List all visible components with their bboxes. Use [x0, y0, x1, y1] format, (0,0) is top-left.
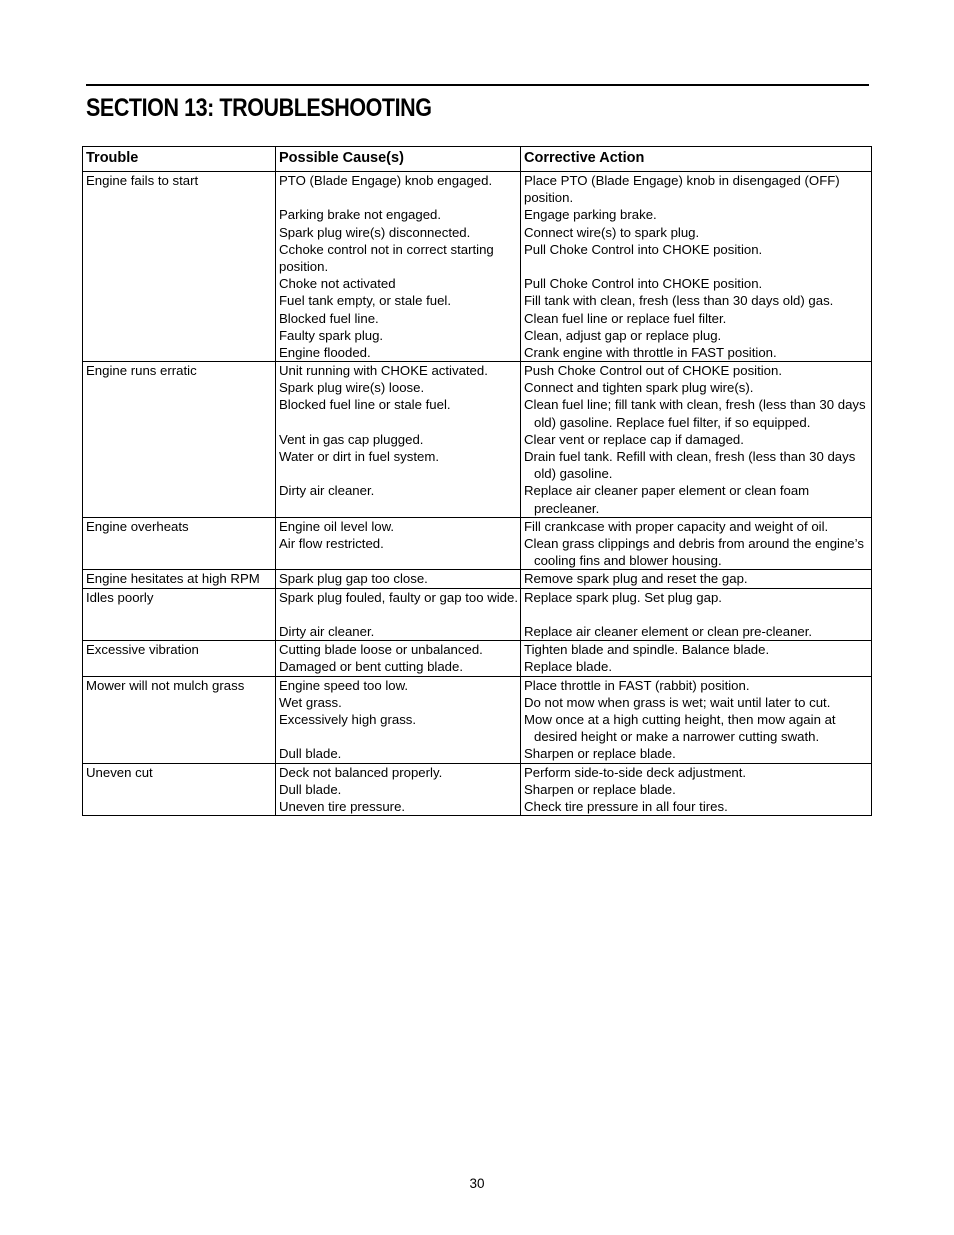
action-item: Place throttle in FAST (rabbit) position.	[524, 677, 750, 693]
cause-cell	[276, 172, 521, 362]
cause-item: Dull blade.	[279, 781, 342, 797]
cause-item: Cutting blade loose or unbalanced.	[279, 642, 483, 658]
table-row	[83, 676, 872, 763]
action-cell	[521, 517, 872, 570]
action-item: Pull Choke Control into CHOKE position.	[524, 276, 763, 292]
table-row	[83, 588, 872, 641]
header-corrective-action: Corrective Action	[521, 147, 872, 172]
cause-item: Air flow restricted.	[279, 536, 384, 552]
trouble-text: Engine overheats	[86, 518, 189, 534]
cause-item: PTO (Blade Engage) knob engaged.	[279, 173, 493, 188]
cause-item: Engine flooded.	[279, 344, 371, 360]
trouble-text: Excessive vibration	[86, 642, 199, 658]
cause-cell	[276, 763, 521, 816]
action-item: Remove spark plug and reset the gap.	[524, 571, 748, 587]
cause-item: Blocked fuel line or stale fuel.	[279, 397, 451, 413]
table-row	[83, 362, 872, 518]
cause-item: Fuel tank empty, or stale fuel.	[279, 293, 452, 309]
action-item: Clear vent or replace cap if damaged.	[524, 431, 744, 447]
cause-cell	[276, 641, 521, 676]
cause-cell	[276, 588, 521, 641]
cause-item: Unit running with CHOKE activated.	[279, 363, 488, 379]
trouble-text: Uneven cut	[86, 764, 153, 780]
action-cell	[521, 676, 872, 763]
cause-item: Faulty spark plug.	[279, 327, 384, 343]
action-item: Fill tank with clean, fresh (less than 30 days old) gas.	[524, 293, 834, 309]
trouble-text: Engine hesitates at high RPM	[86, 571, 260, 587]
action-item: Clean fuel line; fill tank with clean, fresh (less than 30 days old) gasoline. Replace fuel filter, if so equipped.	[524, 397, 866, 430]
action-cell	[521, 172, 872, 362]
action-item: Clean fuel line or replace fuel filter.	[524, 310, 727, 326]
cause-cell	[276, 570, 521, 588]
cause-item: Vent in gas cap plugged.	[279, 431, 424, 447]
action-cell	[521, 588, 872, 641]
table-row	[83, 641, 872, 676]
table-row	[83, 517, 872, 570]
cause-item: Deck not balanced properly.	[279, 764, 443, 780]
trouble-text: Mower will not mulch grass	[86, 677, 245, 693]
cause-item: Spark plug wire(s) loose.	[279, 380, 425, 396]
action-item: Replace air cleaner paper element or clean foam precleaner.	[524, 483, 810, 516]
action-item: Sharpen or replace blade.	[524, 781, 676, 797]
trouble-cell	[83, 172, 276, 362]
action-item: Place PTO (Blade Engage) knob in disengaged (OFF) position.	[524, 173, 840, 206]
action-item: Fill crankcase with proper capacity and weight of oil.	[524, 518, 829, 534]
cause-item: Parking brake not engaged.	[279, 207, 442, 223]
action-item: Connect wire(s) to spark plug.	[524, 224, 700, 240]
action-item: Tighten blade and spindle. Balance blade.	[524, 642, 770, 658]
action-item: Pull Choke Control into CHOKE position.	[524, 241, 763, 257]
action-cell	[521, 362, 872, 518]
action-item: Replace blade.	[524, 659, 612, 675]
cause-item: Blocked fuel line.	[279, 310, 379, 326]
action-item: Mow once at a high cutting height, then mow again at desired height or make a narrower cutting swath.	[524, 711, 836, 745]
action-item: Engage parking brake.	[524, 207, 657, 223]
cause-item: Dirty air cleaner.	[279, 624, 375, 639]
cause-item: Wet grass.	[279, 694, 342, 710]
cause-item: Cchoke control not in correct starting position.	[279, 241, 494, 274]
table-row	[83, 570, 872, 588]
action-item: Perform side-to-side deck adjustment.	[524, 764, 747, 780]
table-row	[83, 763, 872, 816]
trouble-cell	[83, 570, 276, 588]
header-trouble: Trouble	[83, 147, 276, 172]
action-item: Clean grass clippings and debris from around the engine’s cooling fins and blower housing.	[524, 536, 864, 569]
cause-item: Choke not activated	[279, 276, 396, 292]
trouble-cell	[83, 641, 276, 676]
table-header-row	[83, 147, 872, 172]
cause-cell	[276, 362, 521, 518]
action-item: Drain fuel tank. Refill with clean, fresh (less than 30 days old) gasoline.	[524, 449, 856, 482]
cause-item: Engine oil level low.	[279, 518, 395, 534]
cause-item: Spark plug wire(s) disconnected.	[279, 224, 471, 240]
cause-item: Water or dirt in fuel system.	[279, 449, 440, 465]
page-number: 30	[469, 1176, 485, 1191]
action-item: Sharpen or replace blade.	[524, 746, 676, 762]
cause-item: Excessively high grass.	[279, 711, 417, 727]
cause-item: Spark plug fouled, faulty or gap too wide.	[279, 589, 518, 605]
action-item: Crank engine with throttle in FAST position.	[524, 344, 777, 360]
action-cell	[521, 763, 872, 816]
action-item: Do not mow when grass is wet; wait until later to cut.	[524, 694, 831, 710]
action-cell	[521, 641, 872, 676]
trouble-cell	[83, 763, 276, 816]
cause-item: Uneven tire pressure.	[279, 798, 406, 814]
cause-item: Engine speed too low.	[279, 677, 409, 693]
trouble-text: Engine runs erratic	[86, 363, 197, 379]
cause-item: Damaged or bent cutting blade.	[279, 659, 464, 675]
trouble-cell	[83, 588, 276, 641]
troubleshooting-table	[82, 146, 872, 816]
trouble-cell	[83, 362, 276, 518]
action-item: Connect and tighten spark plug wire(s).	[524, 380, 754, 396]
cause-item: Dirty air cleaner.	[279, 483, 375, 499]
table-row	[83, 172, 872, 362]
cause-cell	[276, 676, 521, 763]
action-item: Replace spark plug. Set plug gap.	[524, 589, 722, 605]
cause-cell	[276, 517, 521, 570]
section-title: SECTION 13: TROUBLESHOOTING	[86, 94, 432, 122]
table-body	[83, 172, 872, 816]
cause-item: Dull blade.	[279, 746, 342, 762]
cause-item: Spark plug gap too close.	[279, 571, 428, 587]
trouble-cell	[83, 517, 276, 570]
header-possible-causes: Possible Cause(s)	[276, 147, 521, 172]
trouble-cell	[83, 676, 276, 763]
trouble-text: Engine fails to start	[86, 173, 199, 188]
action-item: Push Choke Control out of CHOKE position.	[524, 363, 783, 379]
action-item: Check tire pressure in all four tires.	[524, 798, 728, 814]
action-cell	[521, 570, 872, 588]
trouble-text: Idles poorly	[86, 589, 154, 605]
title-rule	[86, 84, 869, 86]
action-item: Replace air cleaner element or clean pre-cleaner.	[524, 624, 813, 639]
action-item: Clean, adjust gap or replace plug.	[524, 327, 722, 343]
